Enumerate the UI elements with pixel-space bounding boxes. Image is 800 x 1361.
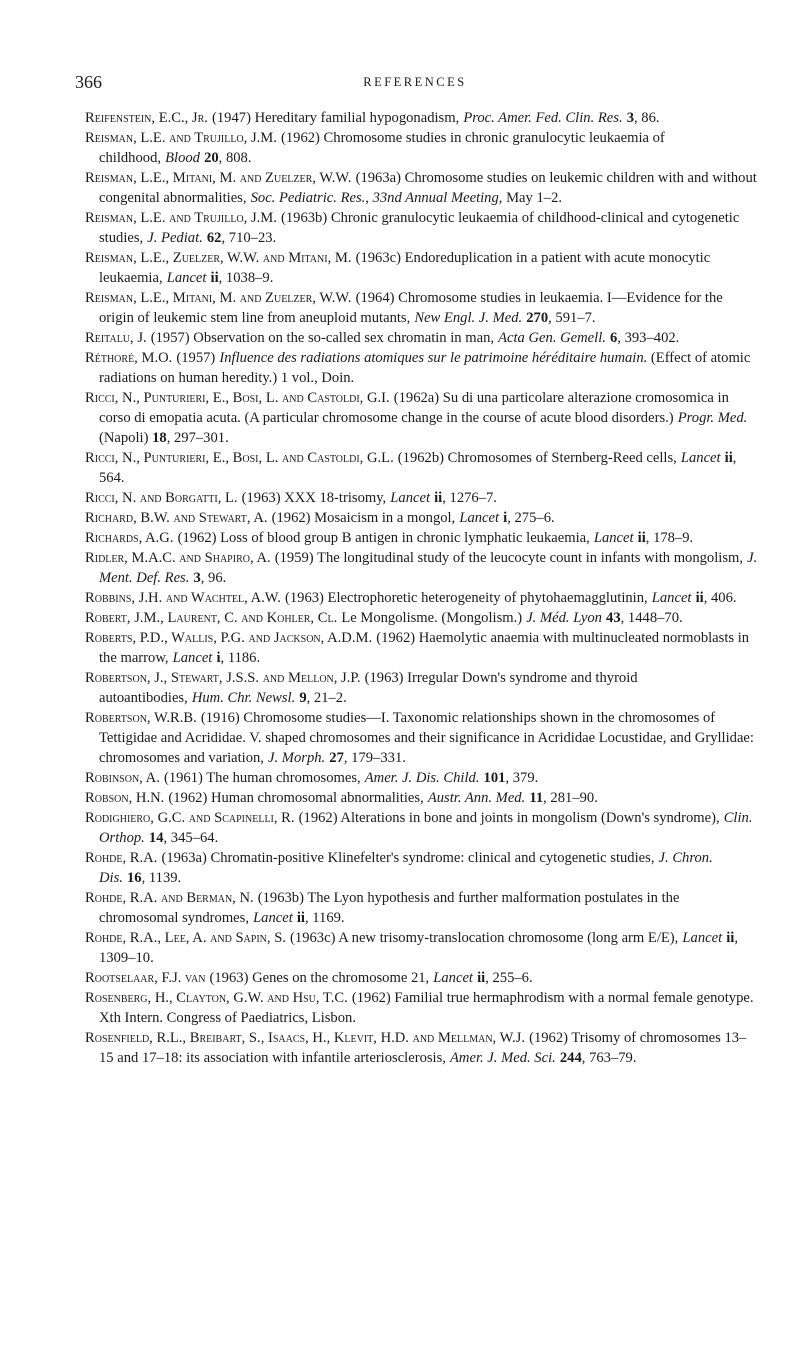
reference-pages: , 763–79.	[581, 1050, 637, 1066]
reference-entry	[85, 788, 760, 808]
reference-year-title: (1962) Loss of blood group B antigen in chronic lymphatic leukaemia,	[177, 530, 590, 546]
reference-journal: Proc. Amer. Fed. Clin. Res.	[463, 110, 623, 126]
reference-journal: Lancet	[651, 590, 692, 606]
reference-entry	[85, 128, 760, 168]
reference-pages: , 1169.	[304, 910, 345, 926]
reference-journal: Austr. Ann. Med.	[427, 790, 526, 806]
reference-authors: Rodighiero, G.C. and Scapinelli, R.	[85, 810, 295, 826]
reference-pages: , 1139.	[141, 870, 182, 886]
reference-pages: , 1186.	[220, 650, 261, 666]
reference-authors: Richard, B.W. and Stewart, A.	[85, 510, 268, 526]
reference-journal: Lancet	[433, 970, 473, 986]
reference-entry	[85, 608, 760, 628]
reference-authors: Reisman, L.E. and Trujillo, J.M.	[85, 130, 277, 146]
reference-journal: New Engl. J. Med.	[414, 310, 523, 326]
reference-year-title: (1962) Familial true hermaphrodism with a normal female genotype. Xth Intern. Congress of Paediatrics, Lisbon.	[99, 990, 754, 1026]
reference-authors: Reitalu, J.	[85, 330, 147, 346]
reference-entry	[85, 348, 760, 388]
reference-entry	[85, 288, 760, 328]
reference-authors: Ricci, N. and Borgatti, L.	[85, 490, 238, 506]
reference-authors: Robertson, W.R.B.	[85, 710, 197, 726]
reference-authors: Roberts, P.D., Wallis, P.G. and Jackson, A.D.M.	[85, 630, 373, 646]
reference-pages: , 1038–9.	[218, 270, 274, 286]
reference-entry	[85, 888, 760, 928]
reference-volume: 101	[483, 770, 506, 786]
reference-volume: 27	[329, 750, 344, 766]
reference-year-title: (1962) Chromosome studies in chronic granulocytic leukaemia of childhood,	[99, 130, 665, 166]
reference-volume: i	[503, 510, 508, 526]
reference-journal: Acta Gen. Gemell.	[498, 330, 606, 346]
reference-year-title: (1963c) A new trisomy-translocation chromosome (long arm E/E),	[290, 930, 679, 946]
reference-pages: , 406.	[703, 590, 737, 606]
running-head: REFERENCES	[363, 75, 467, 89]
reference-authors: Rootselaar, F.J. van	[85, 970, 206, 986]
reference-entry	[85, 1028, 760, 1068]
reference-entry	[85, 668, 760, 708]
reference-authors: Reisman, L.E. and Trujillo, J.M.	[85, 210, 277, 226]
reference-volume: ii	[296, 910, 305, 926]
reference-volume: ii	[724, 450, 733, 466]
reference-year-title: (1947) Hereditary familial hypogonadism,	[212, 110, 460, 126]
reference-journal: Hum. Chr. Newsl.	[191, 690, 296, 706]
reference-authors: Reisman, L.E., Zuelzer, W.W. and Mitani, M.	[85, 250, 352, 266]
reference-year-title: (1959) The longitudinal study of the leucocyte count in infants with mongolism,	[274, 550, 744, 566]
reference-entry	[85, 988, 760, 1028]
reference-authors: Robertson, J., Stewart, J.S.S. and Mellon, J.P.	[85, 670, 361, 686]
reference-year-title: (1957) Observation on the so-called sex chromatin in man,	[150, 330, 495, 346]
reference-journal: Lancet	[166, 270, 207, 286]
reference-authors: Ridler, M.A.C. and Shapiro, A.	[85, 550, 271, 566]
reference-year-title: Le Mongolisme. (Mongolism.)	[341, 610, 523, 626]
reference-pages: , 96.	[200, 570, 227, 586]
reference-journal: J. Ment. Def. Res.	[99, 550, 758, 586]
reference-volume: 43	[606, 610, 621, 626]
reference-pages: , 86.	[633, 110, 660, 126]
reference-journal: Lancet	[680, 450, 721, 466]
reference-entry	[85, 548, 760, 588]
reference-entry	[85, 708, 760, 768]
reference-volume: 3	[626, 110, 634, 126]
reference-journal: Influence des radiations atomiques sur le patrimoine héréditaire humain.	[219, 350, 648, 366]
reference-pages: (Napoli) 18, 297–301.	[99, 430, 229, 446]
reference-year-title: (1962) Trisomy of chromosomes 13–15 and 17–18: its association with infantile arteriosclerosis,	[99, 1030, 747, 1066]
reference-entry	[85, 528, 760, 548]
reference-volume: 14	[148, 830, 164, 846]
reference-entry	[85, 328, 760, 348]
reference-pages: , 275–6.	[507, 510, 555, 526]
reference-pages: , 564.	[99, 450, 737, 486]
reference-pages: , 710–23.	[221, 230, 277, 246]
reference-journal: Lancet	[172, 650, 213, 666]
reference-pages: , 179–331.	[343, 750, 406, 766]
reference-journal: Amer. J. Dis. Child.	[364, 770, 480, 786]
reference-pages: (Effect of atomic radiations on human heredity.) 1 vol., Doin.	[99, 350, 751, 386]
reference-pages: , 1309–10.	[99, 930, 738, 966]
reference-journal: Clin. Orthop.	[99, 810, 753, 846]
reference-volume: ii	[477, 970, 486, 986]
reference-year-title: (1963) Irregular Down's syndrome and thyroid autoantibodies,	[99, 670, 638, 706]
reference-entry	[85, 208, 760, 248]
reference-authors: Ricci, N., Punturieri, E., Bosi, L. and Castoldi, G.I.	[85, 390, 390, 406]
reference-journal: Lancet	[593, 530, 634, 546]
reference-journal: J. Méd. Lyon	[526, 610, 602, 626]
reference-pages: , 393–402.	[617, 330, 680, 346]
reference-volume: 20	[204, 150, 219, 166]
reference-year-title: (1963) Electrophoretic heterogeneity of phytohaemagglutinin,	[284, 590, 648, 606]
reference-volume: ii	[434, 490, 443, 506]
reference-entry	[85, 628, 760, 668]
reference-authors: Robinson, A.	[85, 770, 160, 786]
reference-authors: Reisman, L.E., Mitani, M. and Zuelzer, W.W.	[85, 290, 352, 306]
reference-authors: Robson, H.N.	[85, 790, 165, 806]
reference-year-title: (1962a) Su di una particolare alterazione cromosomica in corso di emopatia acuta. (A particular chromosome change in the course of acute blood disorders.)	[99, 390, 729, 426]
reference-pages: , 379.	[505, 770, 539, 786]
reference-list	[85, 108, 760, 1068]
reference-year-title: (1957)	[176, 350, 216, 366]
reference-year-title: (1963a) Chromatin-positive Klinefelter's syndrome: clinical and cytogenetic studies,	[161, 850, 655, 866]
reference-authors: Rohde, R.A., Lee, A. and Sapin, S.	[85, 930, 286, 946]
reference-volume: 9	[299, 690, 307, 706]
reference-authors: Robert, J.M., Laurent, C. and Kohler, Cl.	[85, 610, 338, 626]
reference-pages: , 808.	[218, 150, 252, 166]
reference-journal: Amer. J. Med. Sci.	[450, 1050, 556, 1066]
reference-pages: , 21–2.	[306, 690, 347, 706]
reference-entry	[85, 808, 760, 848]
reference-volume: 62	[206, 230, 222, 246]
reference-pages: , 345–64.	[163, 830, 219, 846]
reference-journal: Lancet	[390, 490, 431, 506]
reference-pages: , 1448–70.	[620, 610, 683, 626]
reference-volume: 244	[559, 1050, 582, 1066]
reference-year-title: (1963c) Endoreduplication in a patient with acute monocytic leukaemia,	[99, 250, 711, 286]
reference-authors: Rohde, R.A. and Berman, N.	[85, 890, 254, 906]
reference-entry	[85, 388, 760, 448]
reference-entry	[85, 108, 760, 128]
reference-authors: Rosenfield, R.L., Breibart, S., Isaacs, H., Klevit, H.D. and Mellman, W.J.	[85, 1030, 525, 1046]
reference-entry	[85, 448, 760, 488]
reference-volume: 18	[152, 430, 167, 446]
reference-volume: ii	[726, 930, 735, 946]
reference-journal: J. Chron. Dis.	[99, 850, 713, 886]
reference-pages: , 281–90.	[543, 790, 598, 806]
reference-year-title: (1962) Alterations in bone and joints in mongolism (Down's syndrome),	[298, 810, 720, 826]
reference-journal: Blood	[165, 150, 200, 166]
reference-volume: 16	[127, 870, 142, 886]
reference-entry	[85, 768, 760, 788]
reference-journal: J. Pediat.	[147, 230, 203, 246]
reference-pages: , 255–6.	[485, 970, 533, 986]
reference-pages: , May 1–2.	[498, 190, 563, 206]
reference-year-title: (1964) Chromosome studies in leukaemia. I—Evidence for the origin of leukemic stem line from aneuploid mutants,	[99, 290, 723, 326]
reference-journal: Lancet	[253, 910, 293, 926]
reference-authors: Rosenberg, H., Clayton, G.W. and Hsu, T.C.	[85, 990, 348, 1006]
reference-year-title: (1962) Haemolytic anaemia with multinucleated normoblasts in the marrow,	[99, 630, 750, 666]
reference-pages: , 178–9.	[645, 530, 694, 546]
reference-volume: ii	[695, 590, 704, 606]
reference-entry	[85, 588, 760, 608]
reference-volume: 11	[529, 790, 544, 806]
reference-pages: , 591–7.	[548, 310, 596, 326]
reference-entry	[85, 968, 760, 988]
reference-journal: J. Morph.	[268, 750, 326, 766]
page-number: 366	[75, 72, 102, 92]
reference-entry	[85, 508, 760, 528]
reference-journal: Soc. Pediatric. Res., 33nd Annual Meeting	[250, 190, 499, 206]
reference-volume: 270	[526, 310, 549, 326]
reference-authors: Réthoré, M.O.	[85, 350, 173, 366]
reference-authors: Ricci, N., Punturieri, E., Bosi, L. and Castoldi, G.L.	[85, 450, 394, 466]
reference-pages: , 1276–7.	[442, 490, 497, 506]
reference-authors: Reifenstein, E.C., Jr.	[85, 110, 208, 126]
reference-entry	[85, 168, 760, 208]
reference-authors: Robbins, J.H. and Wachtel, A.W.	[85, 590, 281, 606]
reference-journal: Lancet	[682, 930, 723, 946]
reference-volume: ii	[637, 530, 646, 546]
reference-entry	[85, 928, 760, 968]
reference-volume: 6	[609, 330, 618, 346]
reference-year-title: (1916) Chromosome studies—I. Taxonomic relationships shown in the chromosomes of Tettigidae and Acrididae. V. shaped chromosomes and their significance in Acrididae Locustidae, and Gryllidae: chromosomes and variation,	[99, 710, 754, 766]
reference-authors: Reisman, L.E., Mitani, M. and Zuelzer, W.W.	[85, 170, 352, 186]
reference-journal: Lancet	[459, 510, 500, 526]
reference-volume: ii	[210, 270, 219, 286]
page-header	[75, 72, 755, 96]
reference-year-title: (1963b) The Lyon hypothesis and further malformation postulates in the chromosomal syndromes,	[99, 890, 680, 926]
reference-year-title: (1961) The human chromosomes,	[163, 770, 361, 786]
reference-year-title: (1962b) Chromosomes of Sternberg-Reed cells,	[397, 450, 677, 466]
reference-authors: Richards, A.G.	[85, 530, 174, 546]
reference-entry	[85, 848, 760, 888]
reference-entry	[85, 248, 760, 288]
reference-volume: 3	[193, 570, 201, 586]
reference-authors: Rohde, R.A.	[85, 850, 158, 866]
reference-year-title: (1963) Genes on the chromosome 21,	[209, 970, 430, 986]
reference-year-title: (1962) Mosaicism in a mongol,	[271, 510, 456, 526]
reference-journal: Progr. Med.	[677, 410, 748, 426]
reference-year-title: (1963b) Chronic granulocytic leukaemia of childhood-clinical and cytogenetic studies,	[99, 210, 740, 246]
reference-volume: i	[216, 650, 221, 666]
reference-year-title: (1963a) Chromosome studies on leukemic children with and without congenital abnormalities,	[99, 170, 757, 206]
reference-year-title: (1962) Human chromosomal abnormalities,	[168, 790, 424, 806]
reference-entry	[85, 488, 760, 508]
reference-year-title: (1963) XXX 18-trisomy,	[241, 490, 387, 506]
